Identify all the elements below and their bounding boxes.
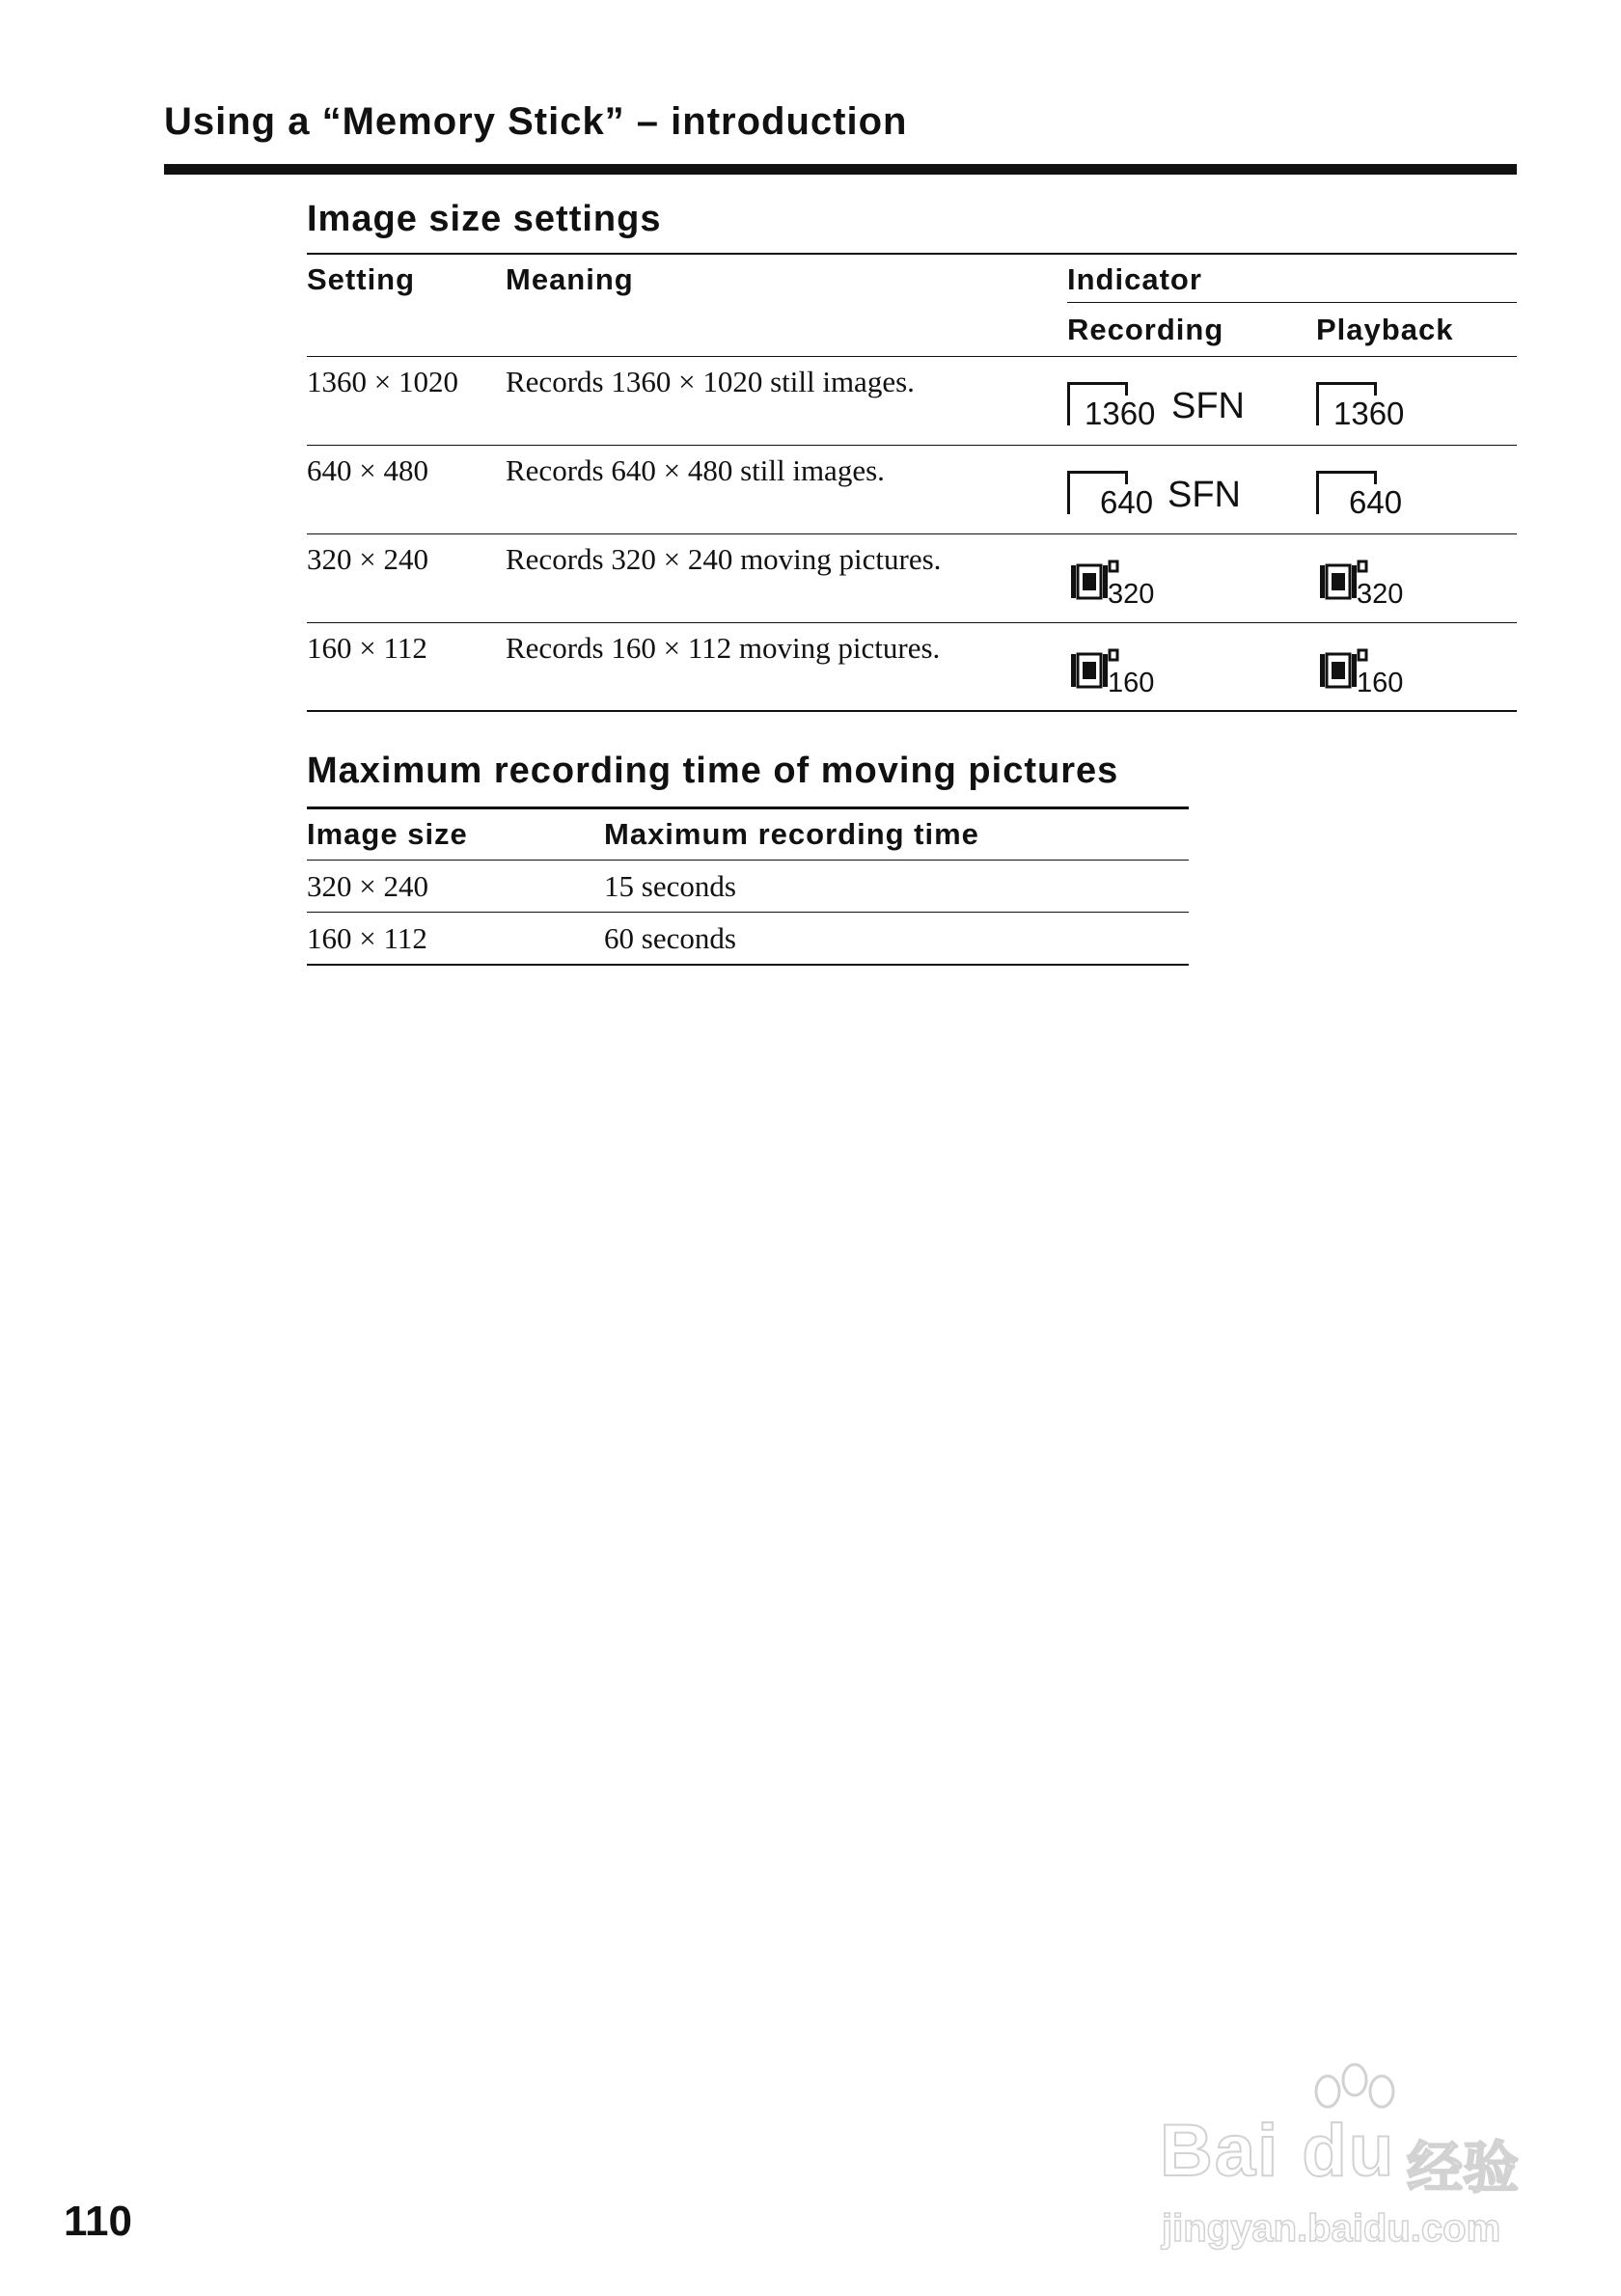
- watermark-url: jingyan.baidu.com: [1162, 2207, 1501, 2250]
- col-header-setting: Setting: [307, 262, 416, 296]
- indicator-sfn: SFN: [1168, 474, 1241, 515]
- setting-cell: 320 × 240: [307, 541, 428, 576]
- indicator-number: 1360: [1085, 395, 1156, 431]
- still-size-indicator-icon: [1316, 453, 1517, 531]
- page-header-title: Using a “Memory Stick” – introduction: [164, 100, 908, 143]
- image-size-table: [307, 253, 1517, 712]
- movie-size-indicator-icon: [1316, 542, 1517, 619]
- setting-cell: 1360 × 1020: [307, 364, 458, 398]
- indicator-number: 160: [1108, 667, 1155, 698]
- indicator-number: 320: [1108, 578, 1155, 610]
- max-time-cell: 15 seconds: [604, 869, 736, 903]
- meaning-cell: Records 160 × 112 moving pictures.: [506, 630, 941, 665]
- movie-size-indicator-icon: [1067, 631, 1316, 708]
- table-row: [307, 533, 1517, 622]
- table-row: [307, 913, 1189, 965]
- col-header-max-time: Maximum recording time: [604, 817, 979, 851]
- section-title-max-recording: Maximum recording time of moving pictures: [307, 751, 1119, 791]
- table-row: [307, 622, 1517, 711]
- table-row: [307, 861, 1189, 913]
- indicator-number: 1360: [1333, 395, 1405, 431]
- movie-size-indicator-icon: [1067, 542, 1316, 619]
- watermark-cn: 经验: [1407, 2135, 1520, 2200]
- col-header-recording: Recording: [1067, 302, 1316, 356]
- still-size-indicator-icon: [1067, 453, 1316, 531]
- page-number: 110: [64, 2198, 132, 2245]
- col-header-meaning: Meaning: [506, 262, 634, 296]
- col-header-image-size: Image size: [307, 817, 468, 851]
- max-recording-time-table: [307, 806, 1189, 966]
- meaning-cell: Records 320 × 240 moving pictures.: [506, 541, 942, 576]
- header-rule: [164, 164, 1517, 175]
- meaning-cell: Records 1360 × 1020 still images.: [506, 364, 915, 398]
- table-row: [307, 356, 1517, 445]
- indicator-sfn: SFN: [1171, 385, 1245, 426]
- still-size-indicator-icon: [1067, 365, 1316, 442]
- movie-size-indicator-icon: [1316, 631, 1517, 708]
- setting-cell: 160 × 112: [307, 630, 427, 665]
- col-header-playback: Playback: [1316, 302, 1517, 356]
- indicator-number: 640: [1100, 483, 1154, 520]
- watermark-brand: Bai du: [1160, 2110, 1396, 2192]
- indicator-number: 160: [1357, 667, 1404, 698]
- still-size-indicator-icon: [1316, 365, 1517, 442]
- col-header-indicator: Indicator: [1067, 262, 1202, 296]
- indicator-number: 640: [1349, 483, 1403, 520]
- indicator-number: 320: [1357, 578, 1404, 610]
- table-row: [307, 445, 1517, 533]
- image-size-cell: 160 × 112: [307, 921, 427, 955]
- baidu-watermark: [1154, 2063, 1530, 2255]
- setting-cell: 640 × 480: [307, 452, 428, 487]
- section-title-image-size: Image size settings: [307, 199, 662, 239]
- image-size-cell: 320 × 240: [307, 869, 428, 903]
- max-time-cell: 60 seconds: [604, 921, 736, 955]
- meaning-cell: Records 640 × 480 still images.: [506, 452, 885, 487]
